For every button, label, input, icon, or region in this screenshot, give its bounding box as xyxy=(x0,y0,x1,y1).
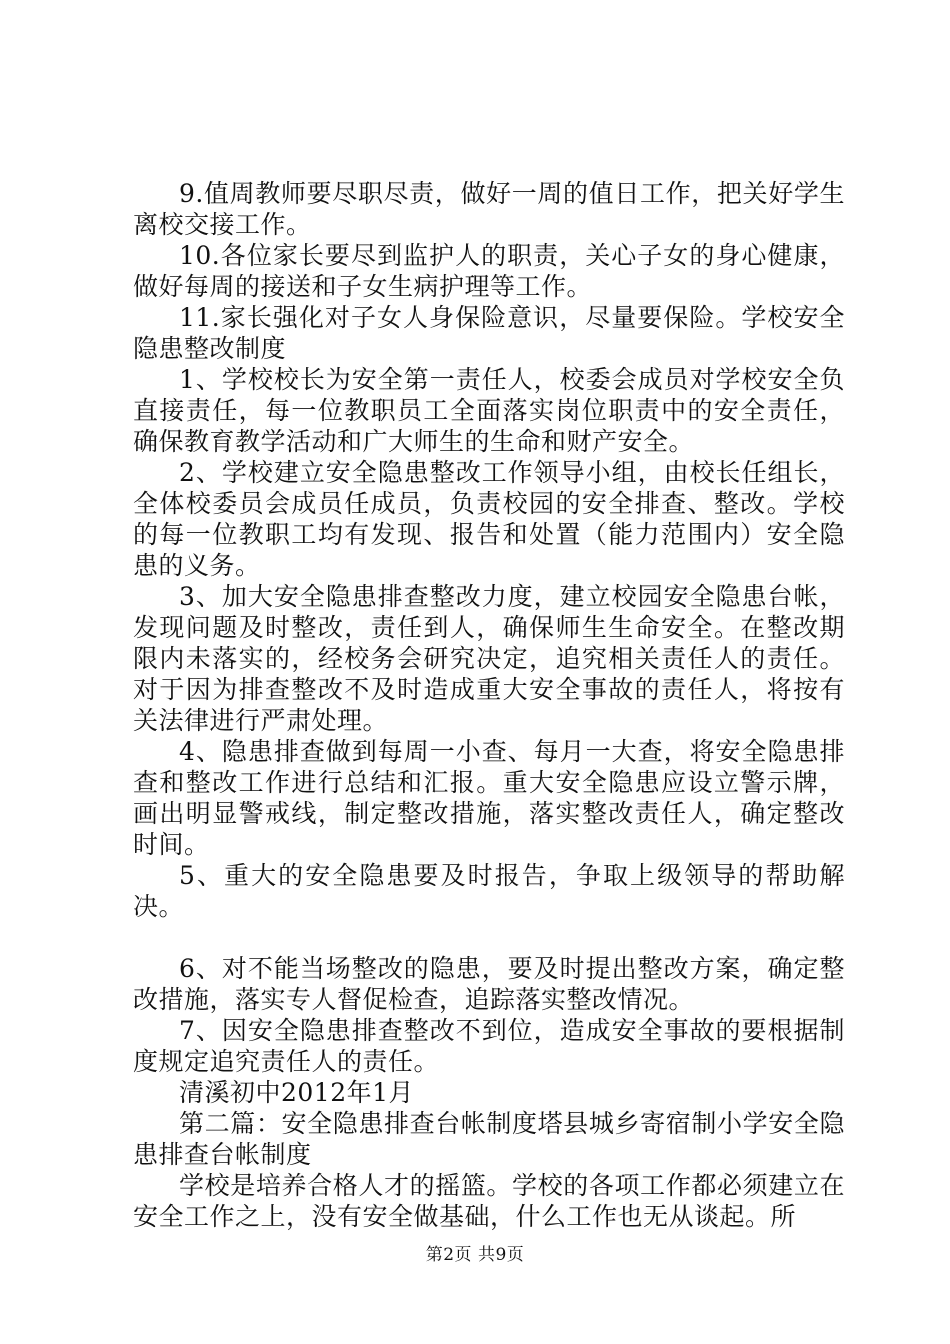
paragraph-spacer xyxy=(133,922,845,953)
paragraph-intro: 学校是培养合格人才的摇篮。学校的各项工作都必须建立在安全工作之上，没有安全做基础，什么工作也无从谈起。所 xyxy=(133,1171,845,1231)
paragraph-rule-1: 1、学校校长为安全第一责任人，校委会成员对学校安全负直接责任，每一位教职员工全面落实岗位职责中的安全责任，确保教育教学活动和广大师生的生命和财产安全。 xyxy=(133,365,845,456)
paragraph-rule-3: 3、加大安全隐患排查整改力度，建立校园安全隐患台帐，发现问题及时整改，责任到人，确保师生生命安全。在整改期限内未落实的，经校务会研究决定，追究相关责任人的责任。对于因为排查整改不及时造成重大安全事故的责任人，将按有关法律进行严肃处理。 xyxy=(133,582,845,735)
paragraph-signature-date: 清溪初中2012年1月 xyxy=(179,1078,415,1107)
page-footer: 第2页 共9页 xyxy=(425,1245,525,1265)
paragraph-rule-7: 7、因安全隐患排查整改不到位，造成安全事故的要根据制度规定追究责任人的责任。 xyxy=(133,1016,845,1076)
paragraph-item-10: 10.各位家长要尽到监护人的职责，关心子女的身心健康，做好每周的接送和子女生病护理等工作。 xyxy=(133,241,845,301)
paragraph-rule-5: 5、重大的安全隐患要及时报告，争取上级领导的帮助解决。 xyxy=(133,861,845,921)
paragraph-rule-6: 6、对不能当场整改的隐患，要及时提出整改方案，确定整改措施，落实专人督促检查，追踪落实整改情况。 xyxy=(133,954,845,1014)
paragraph-item-11: 11.家长强化对子女人身保险意识，尽量要保险。学校安全隐患整改制度 xyxy=(133,303,845,363)
paragraph-rule-2: 2、学校建立安全隐患整改工作领导小组，由校长任组长，全体校委员会成员任成员，负责校园的安全排查、整改。学校的每一位教职工均有发现、报告和处置（能力范围内）安全隐患的义务。 xyxy=(133,458,845,580)
paragraph-section-title: 第二篇：安全隐患排查台帐制度塔县城乡寄宿制小学安全隐患排查台帐制度 xyxy=(133,1109,845,1169)
paragraph-rule-4: 4、隐患排查做到每周一小查、每月一大查，将安全隐患排查和整改工作进行总结和汇报。重大安全隐患应设立警示牌，画出明显警戒线，制定整改措施，落实整改责任人，确定整改时间。 xyxy=(133,737,845,859)
document-body xyxy=(133,178,845,1232)
paragraph-item-9: 9.值周教师要尽职尽责，做好一周的值日工作，把关好学生离校交接工作。 xyxy=(133,179,845,239)
